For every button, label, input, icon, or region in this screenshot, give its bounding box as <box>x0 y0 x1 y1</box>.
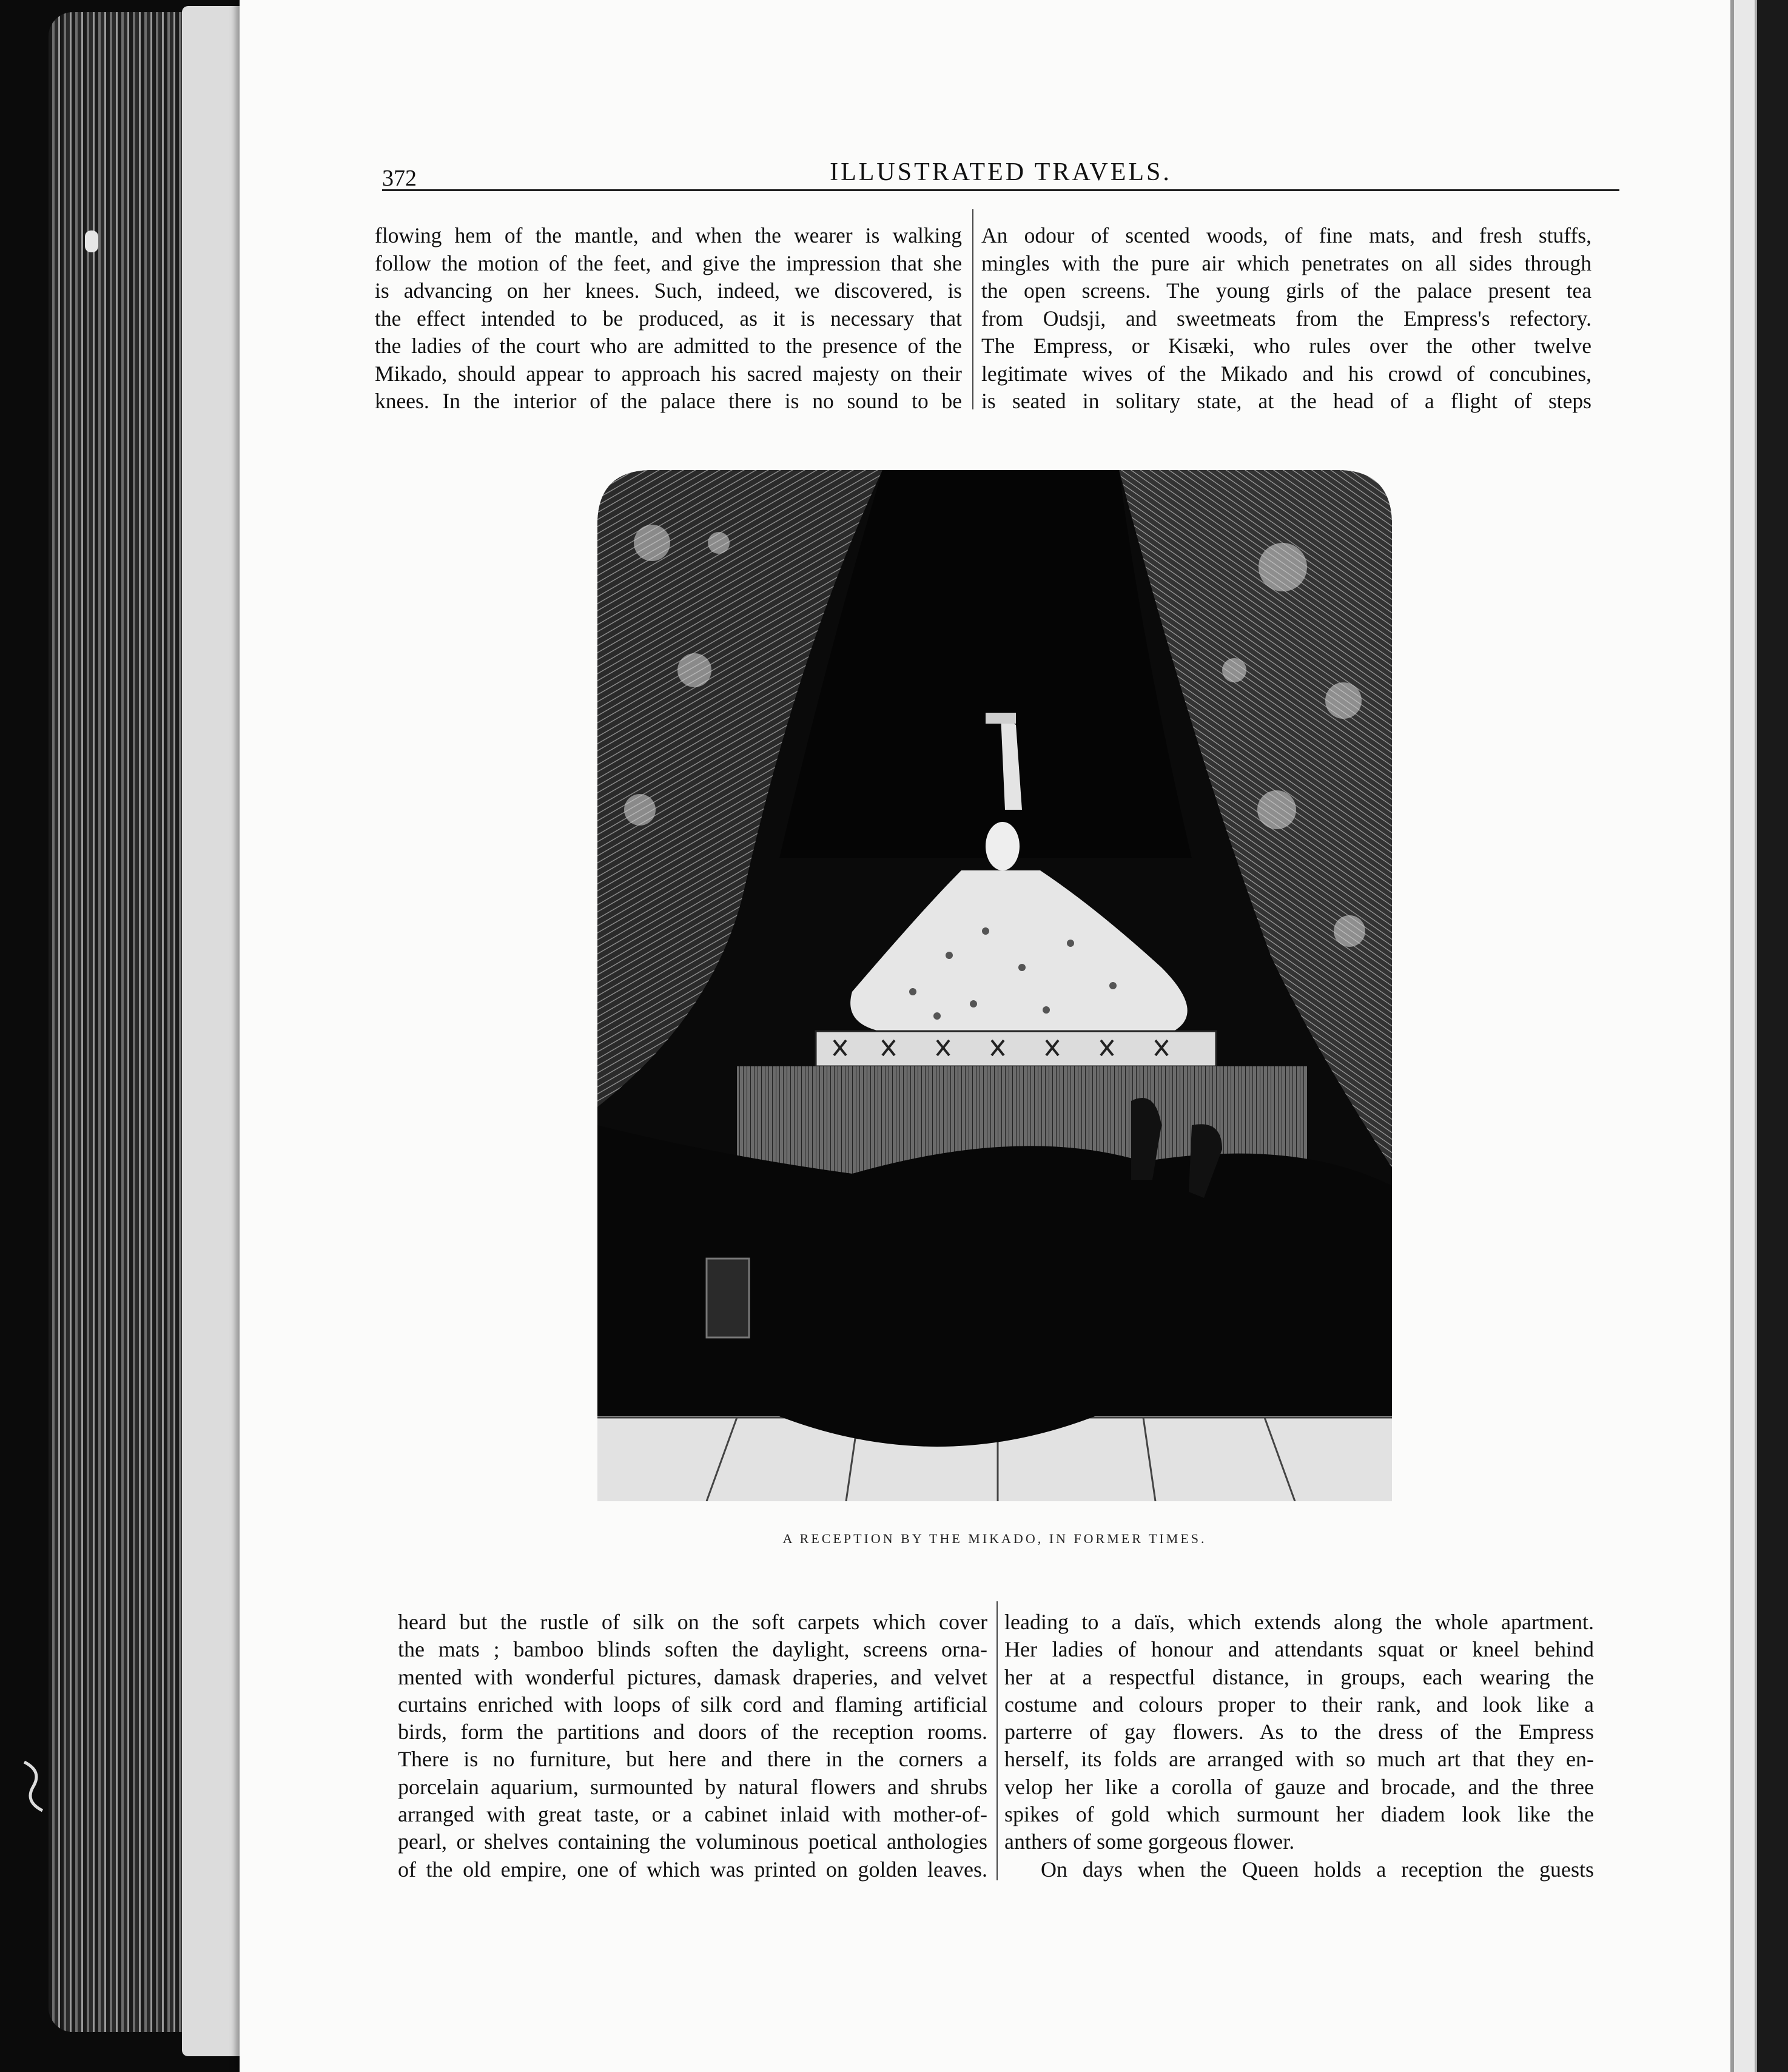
text-line: costume and colours proper to their rank, and look like a <box>1004 1692 1594 1717</box>
running-head <box>382 153 1619 191</box>
text-line: On days when the Queen holds a reception the guests <box>1041 1857 1594 1882</box>
text-line: mingles with the pure air which penetrates on all sides through <box>981 251 1591 275</box>
text-line: The Empress, or Kisæki, who rules over the other twelve <box>981 334 1591 358</box>
text-line: porcelain aquarium, surmounted by natural flowers and shrubs <box>398 1774 987 1799</box>
text-column-top-right <box>981 222 1591 415</box>
text-line: curtains enriched with loops of silk cord and flaming artificial <box>398 1692 987 1717</box>
text-line: the effect intended to be produced, as it is necessary that <box>375 306 962 331</box>
text-line: flowing hem of the mantle, and when the wearer is walking <box>375 223 962 247</box>
text-line: parterre of gay flowers. As to the dress of the Empress <box>1004 1720 1594 1744</box>
engraving-illustration <box>597 470 1392 1501</box>
text-line: arranged with great taste, or a cabinet inlaid with mother-of- <box>398 1802 987 1827</box>
running-title: ILLUSTRATED TRAVELS. <box>830 158 1172 186</box>
text-line: the ladies of the court who are admitted to the presence of the <box>375 334 962 358</box>
page-number: 372 <box>382 166 417 191</box>
text-line: velop her like a corolla of gauze and brocade, and the three <box>1004 1774 1594 1799</box>
text-column-top-left <box>375 222 962 415</box>
margin-pencil-mark <box>18 1759 49 1814</box>
figure-caption: A RECEPTION BY THE MIKADO, IN FORMER TIMES. <box>782 1531 1207 1546</box>
column-rule <box>997 1601 998 1880</box>
text-line: follow the motion of the feet, and give the impression that she <box>375 251 962 275</box>
text-line: the open screens. The young girls of the palace present tea <box>981 278 1591 303</box>
text-line: her at a respectful distance, in groups, each wearing the <box>1004 1664 1594 1689</box>
text-line: leading to a daïs, which extends along the whole apartment. <box>1004 1610 1594 1634</box>
dais-mat <box>816 1031 1216 1066</box>
text-line: There is no furniture, but here and there in the corners a <box>398 1747 987 1772</box>
text-line: herself, its folds are arranged with so much art that they en- <box>1004 1747 1594 1772</box>
text-column-bottom-right <box>1004 1609 1594 1883</box>
text-line: Her ladies of honour and attendants squat or kneel behind <box>1004 1637 1594 1662</box>
text-line: pearl, or shelves containing the voluminous poetical anthologies <box>398 1829 987 1854</box>
text-line: the mats ; bamboo blinds soften the daylight, screens orna- <box>398 1637 987 1662</box>
text-line: anthers of some gorgeous flower. <box>1004 1829 1295 1854</box>
text-line: birds, form the partitions and doors of the reception rooms. <box>398 1720 987 1744</box>
text-line: An odour of scented woods, of fine mats, and fresh stuffs, <box>981 223 1591 247</box>
text-line: is seated in solitary state, at the head of a flight of steps <box>981 389 1591 413</box>
text-line: heard but the rustle of silk on the soft carpets which cover <box>398 1610 987 1634</box>
text-column-bottom-left <box>398 1609 987 1883</box>
text-line: from Oudsji, and sweetmeats from the Empress's refectory. <box>981 306 1591 331</box>
text-line: spikes of gold which surmount her diadem look like the <box>1004 1802 1594 1827</box>
text-line: of the old empire, one of which was printed on golden leaves. <box>398 1857 987 1882</box>
text-line: legitimate wives of the Mikado and his crowd of concubines, <box>981 361 1591 386</box>
text-line: Mikado, should appear to approach his sacred majesty on their <box>375 361 962 386</box>
text-line: knees. In the interior of the palace there is no sound to be <box>375 389 962 413</box>
text-line: is advancing on her knees. Such, indeed, we discovered, is <box>375 278 962 303</box>
margin-blemish <box>85 230 98 252</box>
text-line: mented with wonderful pictures, damask draperies, and velvet <box>398 1664 987 1689</box>
right-page-edge <box>1730 0 1788 2072</box>
figure-face <box>986 822 1020 870</box>
column-rule <box>972 209 973 409</box>
